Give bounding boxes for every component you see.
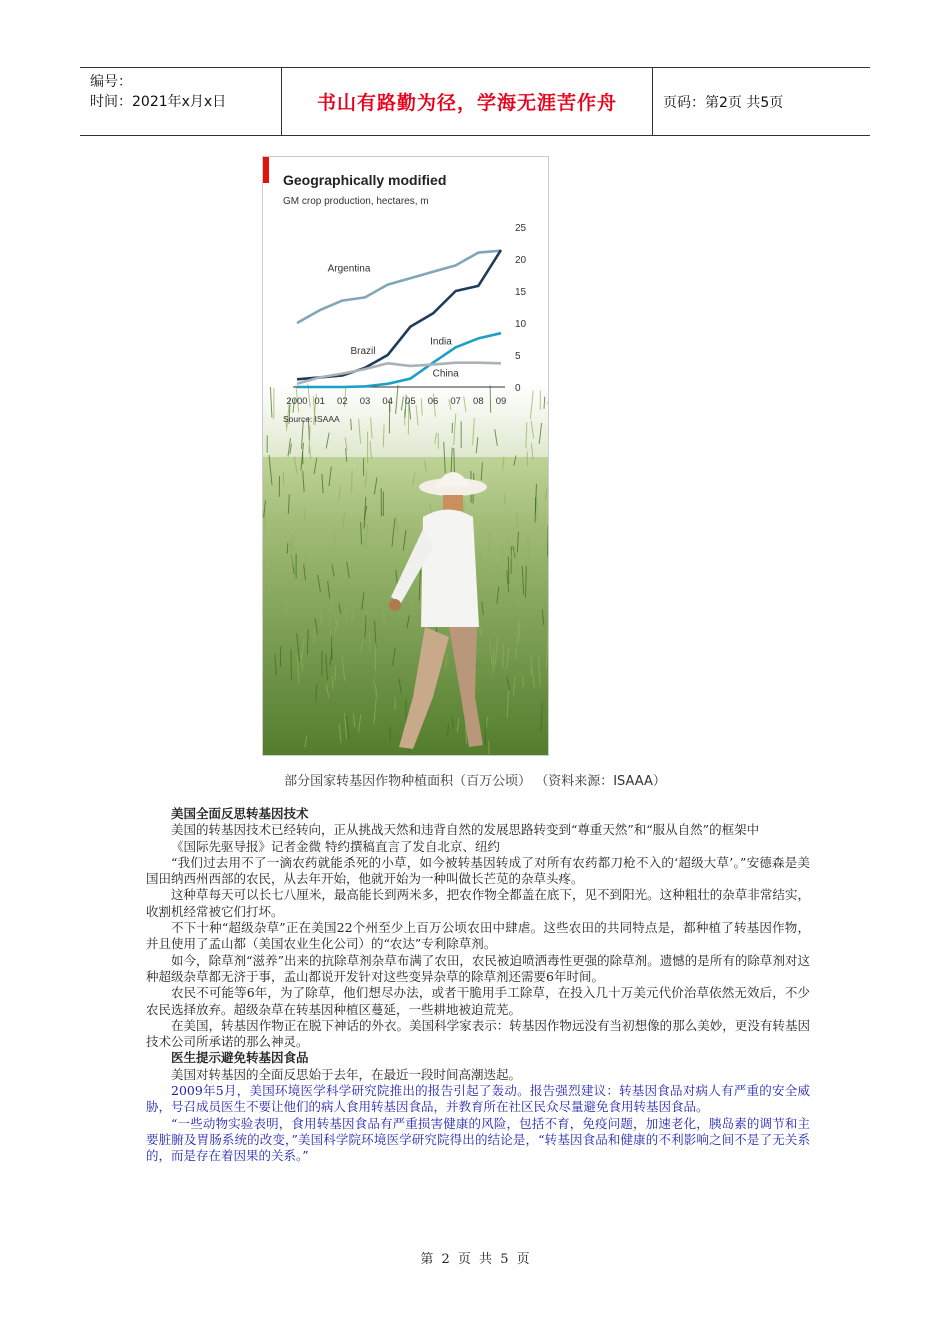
article-paragraph: 美国的转基因技术已经转向，正从挑战天然和违背自然的发展思路转变到“尊重天然”和“服从自然”的框架中 <box>171 822 760 838</box>
article-paragraph: 这种草每天可以长七八厘米，最高能长到两米多，把农作物全都盖在底下，见不到阳光。这种粗壮的杂草非常结实，收割机经常被它们打坏。 <box>146 887 810 919</box>
section-heading: 医生提示避免转基因食品 <box>171 1050 309 1066</box>
article-paragraph: 不下十种“超级杂草”正在美国22个州至少上百万公顷农田中肆虐。这些农田的共同特点是，都种植了转基因作物，并且使用了孟山都（美国农业生化公司）的“农达”专利除草剂。 <box>146 920 810 952</box>
y-tick-label: 25 <box>515 223 527 234</box>
title-accent-bar <box>263 157 269 183</box>
chart-subtitle: GM crop production, hectares, m <box>283 196 429 207</box>
figure-chart-photo <box>262 156 549 756</box>
x-tick-label: 09 <box>495 396 507 407</box>
y-tick-label: 20 <box>515 255 527 266</box>
article-paragraph: “一些动物实验表明，食用转基因食品有严重损害健康的风险，包括不育，免疫问题，加速老化，胰岛素的调节和主要脏腑及胃肠系统的改变，”美国科学院环境医学研究院得出的结论是，“转基因食品和健康的不利影响之间不是了无关系的，而是存在着因果的关系。” <box>146 1115 810 1164</box>
article-paragraph: 《国际先驱导报》记者金微 特约撰稿直言了发自北京、纽约 <box>171 838 500 854</box>
x-tick-label: 06 <box>427 396 439 407</box>
page-footer: 第 2 页 共 5 页 <box>420 1252 530 1267</box>
article-paragraph: 农民不可能等6年，为了除草，他们想尽办法，或者干脆用手工除草，在投入几十万美元代价治草依然无效后，不少农民选择放弃。超级杂草在转基因种植区蔓延，一些耕地被迫荒芜。 <box>146 985 810 1017</box>
y-tick-label: 5 <box>515 351 521 362</box>
header-page-label: 页码：第2页 共5页 <box>663 94 784 111</box>
chart-title: Geographically modified <box>283 172 447 188</box>
chart-svg <box>263 157 549 756</box>
article-paragraph: 2009年5月，美国环境医学科学研究院推出的报告引起了轰动。报告强烈建议：转基因食品对病人有严重的安全威胁，号召成员医生不要让他们的病人食用转基因食品，并教育所在社区民众尽量避免食用转基因食品。 <box>146 1083 810 1115</box>
article-paragraph: “我们过去用不了一滴农药就能杀死的小草，如今被转基因转成了对所有农药都刀枪不入的‘超级大草’。”安德森是美国田纳西州西部的农民，从去年开始，他就开始为一种叫做长芒苋的杂草头疼。 <box>146 854 810 887</box>
x-tick-label: 02 <box>337 396 348 407</box>
series-label-brazil: Brazil <box>350 345 376 357</box>
y-tick-label: 15 <box>515 287 527 298</box>
x-tick-label: 07 <box>450 396 461 407</box>
header-motto: 书山有路勤为径，学海无涯苦作舟 <box>282 68 653 135</box>
y-tick-label: 0 <box>515 383 521 394</box>
x-tick-label: 05 <box>405 396 416 407</box>
section-heading: 美国全面反思转基因技术 <box>171 806 309 821</box>
x-tick-label: 01 <box>314 396 325 407</box>
x-tick-label: 03 <box>359 396 371 407</box>
article-paragraph: 如今，除草剂“滋养”出来的抗除草剂杂草布满了农田，农民被迫喷洒毒性更强的除草剂。遗憾的是所有的除草剂对这种超级杂草都无济于事，孟山都说开发针对这些变异杂草的除草剂还需要6年时间。 <box>146 952 810 984</box>
x-tick-label: 04 <box>382 396 393 407</box>
x-tick-label: 08 <box>473 396 484 407</box>
series-label-india: India <box>430 336 452 348</box>
chart-source: Source: ISAAA <box>283 414 340 424</box>
article-paragraph: 美国对转基因的全面反思始于去年，在最近一段时间高潮迭起。 <box>171 1066 522 1082</box>
x-tick-label: 2000 <box>286 396 308 407</box>
figure-caption: 部分国家转基因作物种植面积（百万公顷） （资料来源：ISAAA） <box>284 774 666 789</box>
series-label-argentina: Argentina <box>327 263 371 275</box>
header-meta <box>80 68 282 135</box>
series-label-china: China <box>432 368 459 380</box>
time-label: 时间：2021年x月x日 <box>90 94 227 110</box>
number-label: 编号： <box>90 74 132 90</box>
article-paragraph: 在美国，转基因作物正在脱下神话的外衣。美国科学家表示：转基因作物远没有当初想像的那么美妙，更没有转基因技术公司所承诺的那么神灵。 <box>146 1017 810 1050</box>
document-header <box>80 67 870 136</box>
y-tick-label: 10 <box>515 319 527 330</box>
article-body <box>146 806 810 1165</box>
